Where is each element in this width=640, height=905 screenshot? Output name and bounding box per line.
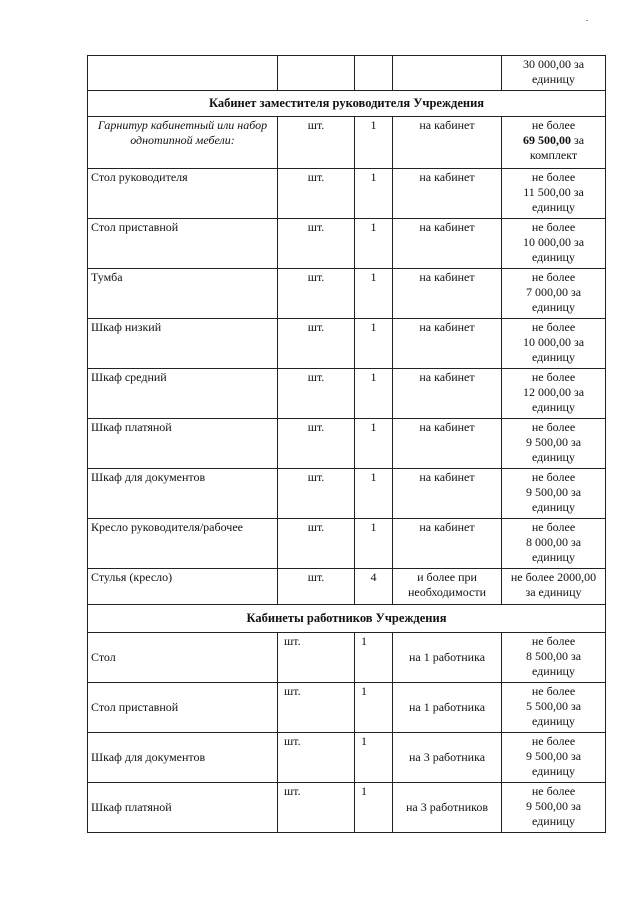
price-cell: [502, 519, 606, 569]
price-cell: [502, 169, 606, 219]
price-line: единицу: [532, 814, 575, 828]
unit-cell: шт.: [278, 219, 355, 269]
price-line: не более: [531, 320, 576, 334]
price-line: не более: [531, 118, 576, 132]
table-row: [88, 319, 606, 369]
table-row: [88, 56, 606, 91]
price-line: 7 000,00 за: [525, 285, 582, 299]
table-row: [88, 117, 606, 169]
price-line: за единицу: [525, 585, 582, 599]
price-line: не более: [531, 734, 576, 748]
price-cell: [502, 117, 606, 169]
name-cell: Стол: [88, 633, 278, 683]
unit-cell: шт.: [278, 269, 355, 319]
price-line: единицу: [532, 500, 575, 514]
section-title: Кабинеты работников Учреждения: [88, 605, 606, 633]
scan-speck: [586, 20, 588, 21]
unit-cell: шт.: [278, 783, 355, 833]
norm-cell: на 3 работников: [393, 783, 502, 833]
table-row: [88, 633, 606, 683]
price-line: не более: [531, 684, 576, 698]
table-row: [88, 219, 606, 269]
price-line: единицу: [532, 350, 575, 364]
name-cell: Стол руководителя: [88, 169, 278, 219]
unit-cell: шт.: [278, 319, 355, 369]
qty-cell: 1: [355, 219, 393, 269]
price-line: не более: [531, 470, 576, 484]
name-cell: Стол приставной: [88, 219, 278, 269]
price-cell: [502, 633, 606, 683]
norm-cell: [393, 569, 502, 605]
qty-cell: 4: [355, 569, 393, 605]
norm-cell: на кабинет: [393, 469, 502, 519]
unit-cell: шт.: [278, 633, 355, 683]
qty-cell: 1: [355, 633, 393, 683]
norm-cell: на 1 работника: [393, 633, 502, 683]
price-cell: [502, 369, 606, 419]
name-cell: Стол приставной: [88, 683, 278, 733]
price-cell: [502, 683, 606, 733]
name-cell: Шкаф платяной: [88, 783, 278, 833]
price-line: 9 500,00 за: [525, 799, 582, 813]
price-line: единицу: [532, 764, 575, 778]
unit-cell: шт.: [278, 369, 355, 419]
price-line: единицу: [532, 72, 575, 86]
qty-cell: 1: [355, 783, 393, 833]
price-line: не более: [531, 420, 576, 434]
norm-cell: на кабинет: [393, 269, 502, 319]
name-cell: Тумба: [88, 269, 278, 319]
name-cell: Шкаф платяной: [88, 419, 278, 469]
table-row: [88, 469, 606, 519]
qty-cell: 1: [355, 117, 393, 169]
unit-cell: шт.: [278, 469, 355, 519]
section-header-row: [88, 605, 606, 633]
price-cell: [502, 469, 606, 519]
qty-cell: 1: [355, 369, 393, 419]
furniture-norms-table: [87, 55, 606, 833]
price-line: 5 500,00 за: [525, 699, 582, 713]
qty-cell: [355, 56, 393, 91]
price-suffix: за: [570, 133, 585, 147]
price-cell: [502, 319, 606, 369]
price-cell: [502, 219, 606, 269]
price-line: комплект: [529, 148, 578, 162]
name-cell: Шкаф средний: [88, 369, 278, 419]
price-line: единицу: [532, 714, 575, 728]
price-line: единицу: [532, 400, 575, 414]
price-amount: 69 500,00: [522, 133, 571, 147]
price-cell: [502, 733, 606, 783]
qty-cell: 1: [355, 269, 393, 319]
table-row: [88, 369, 606, 419]
name-cell: Шкаф для документов: [88, 733, 278, 783]
item-name: однотипной мебели:: [130, 133, 235, 147]
norm-cell: на кабинет: [393, 419, 502, 469]
price-cell: [502, 783, 606, 833]
unit-cell: шт.: [278, 733, 355, 783]
name-cell: Кресло руководителя/рабочее: [88, 519, 278, 569]
table-row: [88, 269, 606, 319]
price-line: 11 500,00 за: [523, 185, 584, 199]
price-line: не более 2000,00: [510, 570, 597, 584]
unit-cell: шт.: [278, 169, 355, 219]
unit-cell: шт.: [278, 519, 355, 569]
norm-cell: на 1 работника: [393, 683, 502, 733]
norm-cell: на кабинет: [393, 169, 502, 219]
price-line: 9 500,00 за: [525, 435, 582, 449]
unit-cell: [278, 56, 355, 91]
price-cell: [502, 569, 606, 605]
name-cell: Шкаф низкий: [88, 319, 278, 369]
name-cell: [88, 117, 278, 169]
price-line: не более: [531, 220, 576, 234]
unit-cell: шт.: [278, 117, 355, 169]
table-row: [88, 519, 606, 569]
table-row: [88, 683, 606, 733]
section-header-row: [88, 91, 606, 117]
price-line: 12 000,00 за: [522, 385, 585, 399]
price-line: 8 500,00 за: [525, 649, 582, 663]
name-cell: [88, 56, 278, 91]
norm-line: и более при: [417, 570, 477, 584]
price-cell: [502, 419, 606, 469]
table-row: [88, 169, 606, 219]
price-line: 8 000,00 за: [525, 535, 582, 549]
norm-cell: на кабинет: [393, 319, 502, 369]
price-line: 10 000,00 за: [522, 335, 585, 349]
price-line: 10 000,00 за: [522, 235, 585, 249]
qty-cell: 1: [355, 733, 393, 783]
table-row: [88, 783, 606, 833]
qty-cell: 1: [355, 419, 393, 469]
price-cell: [502, 269, 606, 319]
section-title: Кабинет заместителя руководителя Учреждения: [88, 91, 606, 117]
unit-cell: шт.: [278, 569, 355, 605]
norm-cell: на 3 работника: [393, 733, 502, 783]
price-line: единицу: [532, 300, 575, 314]
price-line: не более: [531, 270, 576, 284]
price-cell: [502, 56, 606, 91]
price-line: не более: [531, 370, 576, 384]
price-line: не более: [531, 520, 576, 534]
price-line: единицу: [532, 250, 575, 264]
qty-cell: 1: [355, 519, 393, 569]
price-line: не более: [531, 634, 576, 648]
table-row: [88, 569, 606, 605]
name-cell: Стулья (кресло): [88, 569, 278, 605]
qty-cell: 1: [355, 319, 393, 369]
price-line: единицу: [532, 664, 575, 678]
price-line: 9 500,00 за: [525, 485, 582, 499]
qty-cell: 1: [355, 169, 393, 219]
price-line: единицу: [532, 550, 575, 564]
norm-cell: на кабинет: [393, 117, 502, 169]
norm-cell: на кабинет: [393, 369, 502, 419]
unit-cell: шт.: [278, 419, 355, 469]
name-cell: Шкаф для документов: [88, 469, 278, 519]
norm-cell: на кабинет: [393, 519, 502, 569]
qty-cell: 1: [355, 683, 393, 733]
price-line: не более: [531, 170, 576, 184]
table-row: [88, 733, 606, 783]
unit-cell: шт.: [278, 683, 355, 733]
norm-cell: на кабинет: [393, 219, 502, 269]
price-line: 9 500,00 за: [525, 749, 582, 763]
item-name: Гарнитур кабинетный или набор: [97, 118, 268, 132]
qty-cell: 1: [355, 469, 393, 519]
price-line: единицу: [532, 450, 575, 464]
price-line: единицу: [532, 200, 575, 214]
price-line: не более: [531, 784, 576, 798]
price-line: 30 000,00 за: [522, 57, 585, 71]
norm-line: необходимости: [407, 585, 486, 599]
norm-cell: [393, 56, 502, 91]
table-row: [88, 419, 606, 469]
